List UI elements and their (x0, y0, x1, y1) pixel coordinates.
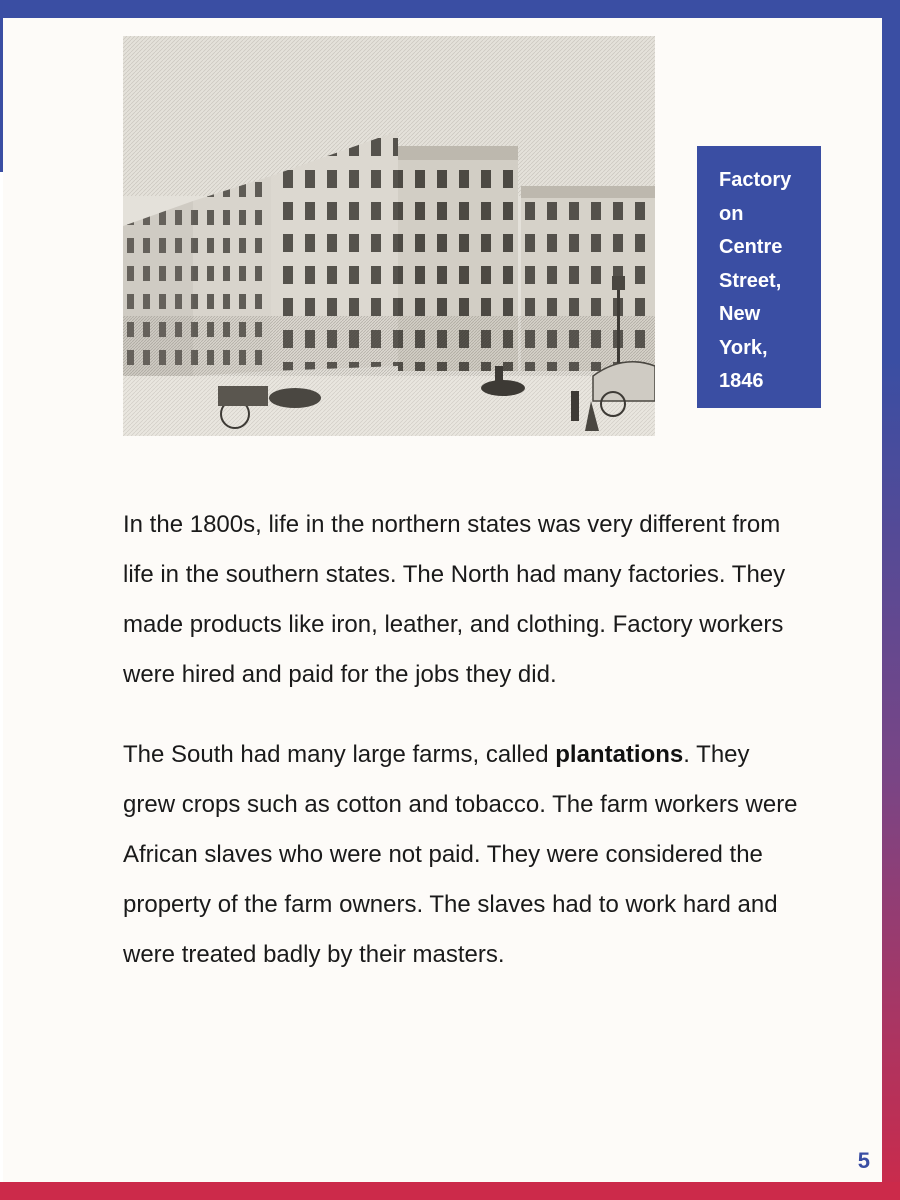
paragraph-south-intro: The South had many large farms, called (123, 741, 556, 768)
caption-line: 1846 (719, 370, 764, 392)
caption-line: on (719, 202, 744, 225)
page-number: 5 (857, 1148, 870, 1173)
top-border (0, 0, 900, 18)
bottom-border (0, 1182, 900, 1200)
caption-line: York, (719, 336, 768, 359)
right-border-gradient (882, 0, 900, 1200)
caption-line: Street, (719, 269, 782, 292)
factory-engraving-image (123, 36, 655, 436)
page (3, 18, 882, 1182)
image-caption-box (697, 146, 821, 408)
paragraph-south (123, 730, 803, 980)
caption-line: Factory (719, 169, 792, 191)
caption-line: New (719, 303, 761, 325)
paragraph-south-rest: . They grew crops such as cotton and tobacco. The farm workers were African slaves who were not paid. They were considered the property of the farm owners. The slaves had to work hard and were treated badly by their masters. (123, 741, 798, 968)
paragraph-north: In the 1800s, life in the northern states was very different from life in the southern states. The North had many factories. They made products like iron, leather, and clothing. Factory workers were hired and paid for the jobs they did. (123, 511, 786, 688)
vocabulary-term-plantations: plantations (555, 741, 684, 768)
body-text (123, 500, 803, 980)
caption-line: Centre (719, 236, 783, 258)
